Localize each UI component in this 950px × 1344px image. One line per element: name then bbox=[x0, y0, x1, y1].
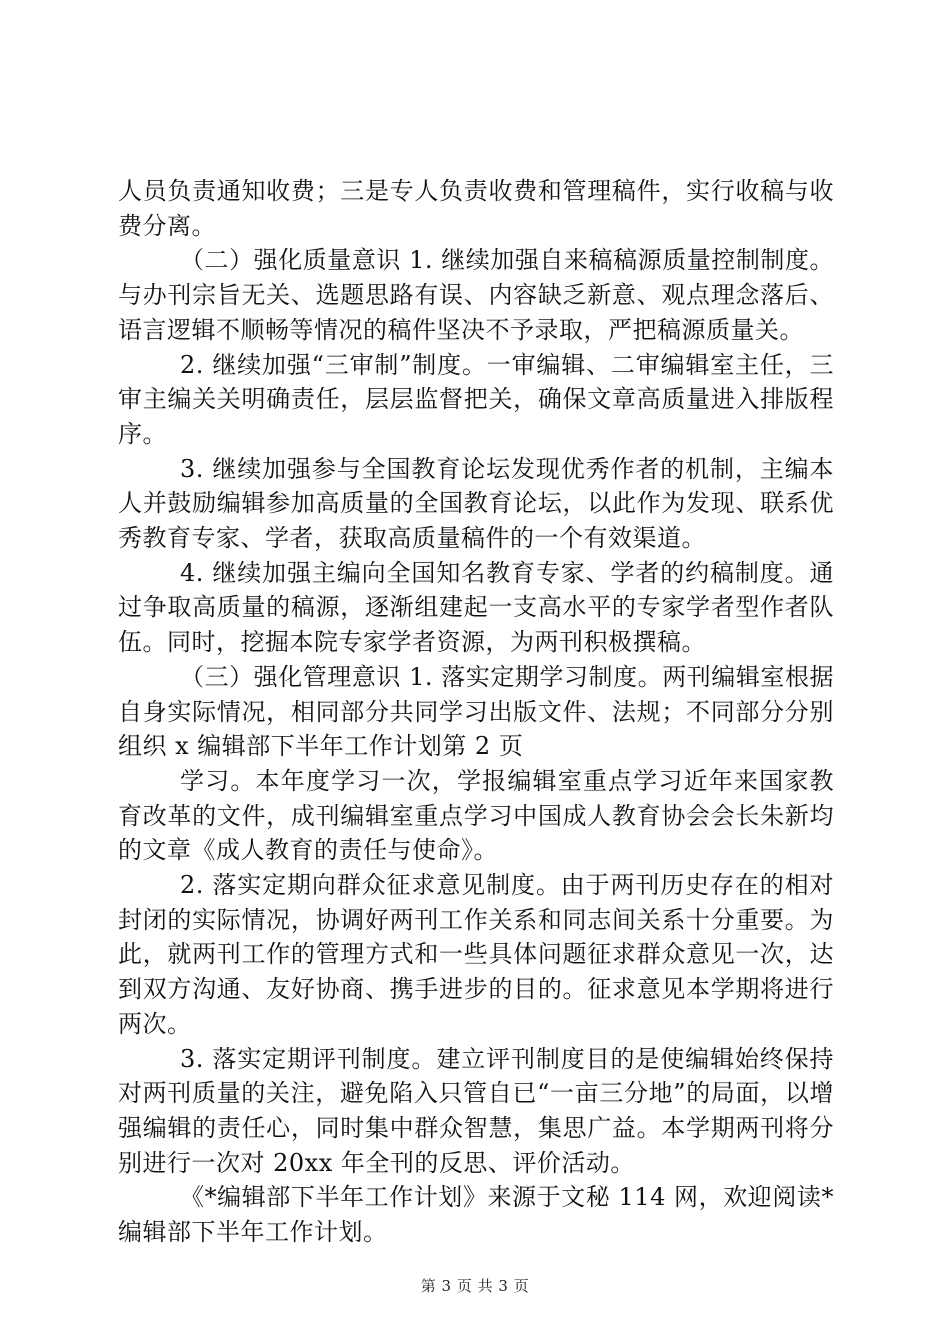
paragraph: 《*编辑部下半年工作计划》来源于文秘 114 网，欢迎阅读*编辑部下半年工作计划。 bbox=[118, 1183, 834, 1247]
paragraph: （三）强化管理意识 1. 落实定期学习制度。两刊编辑室根据自身实际情况，相同部分共同学习出版文件、法规；不同部分分别组织 x 编辑部下半年工作计划第 2 页 bbox=[118, 662, 834, 761]
document-body bbox=[118, 174, 834, 1250]
paragraph: 3. 落实定期评刊制度。建立评刊制度目的是使编辑始终保持对两刊质量的关注，避免陷入只管自已“一亩三分地”的局面，以增强编辑的责任心，同时集中群众智慧，集思广益。本学期两刊将分别进行一次对 20xx 年全刊的反思、评价活动。 bbox=[118, 1044, 834, 1177]
paragraph: 4. 继续加强主编向全国知名教育专家、学者的约稿制度。通过争取高质量的稿源，逐渐组建起一支高水平的专家学者型作者队伍。同时，挖掘本院专家学者资源，为两刊积极撰稿。 bbox=[118, 558, 834, 657]
page-footer: 第 3 页 共 3 页 bbox=[420, 1277, 530, 1295]
paragraph: （二）强化质量意识 1. 继续加强自来稿稿源质量控制制度。与办刊宗旨无关、选题思路有误、内容缺乏新意、观点理念落后、语言逻辑不顺畅等情况的稿件坚决不予录取，严把稿源质量关。 bbox=[118, 246, 834, 344]
paragraph: 学习。本年度学习一次，学报编辑室重点学习近年来国家教育改革的文件，成刊编辑室重点学习中国成人教育协会会长朱新均的文章《成人教育的责任与使命》。 bbox=[118, 766, 834, 865]
paragraph: 2. 落实定期向群众征求意见制度。由于两刊历史存在的相对封闭的实际情况，协调好两刊工作关系和同志间关系十分重要。为此，就两刊工作的管理方式和一些具体问题征求群众意见一次，达到双方沟通、友好协商、携手进步的目的。征求意见本学期将进行两次。 bbox=[118, 871, 834, 1038]
paragraph: 人员负责通知收费；三是专人负责收费和管理稿件，实行收稿与收费分离。 bbox=[118, 177, 834, 240]
paragraph: 3. 继续加强参与全国教育论坛发现优秀作者的机制，主编本人并鼓励编辑参加高质量的全国教育论坛，以此作为发现、联系优秀教育专家、学者，获取高质量稿件的一个有效渠道。 bbox=[118, 454, 834, 553]
paragraph: 2. 继续加强“三审制”制度。一审编辑、二审编辑室主任，三审主编关关明确责任，层层监督把关，确保文章高质量进入排版程序。 bbox=[118, 350, 834, 448]
